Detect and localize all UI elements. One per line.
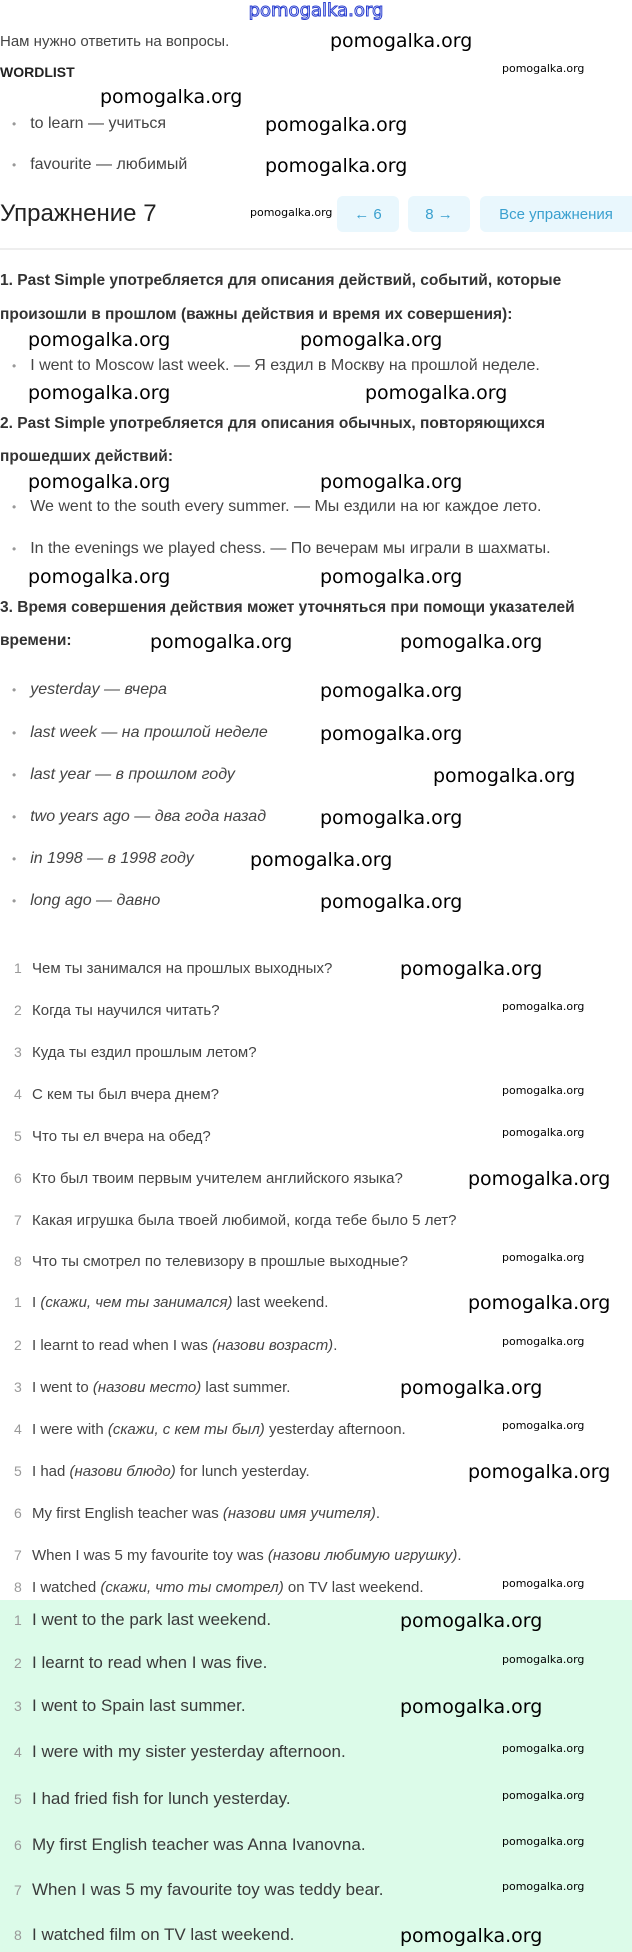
rule-text: произошли в прошлом (важны действия и время их совершения): — [0, 306, 513, 323]
watermark: pomogalka.org — [265, 114, 408, 136]
watermark: pomogalka.org — [320, 471, 463, 493]
watermark: pomogalka.org — [502, 1126, 585, 1139]
watermark: pomogalka.org — [502, 1835, 585, 1848]
wordlist-item — [12, 155, 187, 175]
question-number: 7 — [14, 1212, 22, 1228]
answer-text: I went to Spain last summer. — [32, 1696, 246, 1715]
template-hint: (скажи, с кем ты был) — [107, 1421, 265, 1438]
answer-text: I watched film on TV last weekend. — [32, 1925, 295, 1944]
template-text: I watched — [32, 1579, 101, 1596]
answer-item — [14, 1696, 246, 1716]
watermark: pomogalka.org — [468, 1461, 611, 1483]
template-text: I had — [32, 1463, 70, 1480]
time-marker-text: yesterday — вчера — [30, 681, 167, 698]
watermark: pomogalka.org — [400, 1696, 543, 1718]
bullet-icon: • — [12, 359, 17, 373]
answer-number: 5 — [14, 1791, 22, 1807]
time-marker-text: long ago — давно — [30, 892, 161, 909]
header-watermark: pomogalka.org — [248, 0, 384, 21]
template-item — [14, 1377, 290, 1398]
answer-text: My first English teacher was Anna Ivanovna. — [32, 1835, 366, 1854]
template-text: I learnt to read when I was — [32, 1337, 213, 1354]
time-marker-text: last year — в прошлом году — [30, 766, 235, 783]
question-item — [14, 1210, 457, 1231]
template-text: I were with — [32, 1421, 108, 1438]
question-item — [14, 1084, 219, 1105]
question-text: Когда ты научился читать? — [32, 1002, 220, 1019]
answer-number: 7 — [14, 1882, 22, 1898]
watermark: pomogalka.org — [320, 807, 463, 829]
answer-item — [14, 1742, 346, 1762]
template-number: 3 — [14, 1379, 22, 1395]
rule-text: Past Simple употребляется для описания обычных, повторяющихся — [17, 415, 546, 432]
question-text: Что ты смотрел по телевизору в прошлые выходные? — [32, 1253, 408, 1270]
question-text: Чем ты занимался на прошлых выходных? — [32, 960, 333, 977]
divider — [0, 248, 632, 250]
template-item — [14, 1577, 424, 1598]
question-number: 8 — [14, 1253, 22, 1269]
template-text: I — [32, 1294, 41, 1311]
template-item — [14, 1503, 380, 1524]
watermark: pomogalka.org — [502, 1880, 585, 1893]
answer-item — [14, 1610, 271, 1630]
example-text: In the evenings we played chess. — По вечерам мы играли в шахматы. — [30, 540, 551, 557]
template-hint: (скажи, чем ты занимался) — [40, 1294, 233, 1311]
example-text: We went to the south every summer. — Мы ездили на юг каждое лето. — [30, 498, 542, 515]
bullet-icon: • — [12, 810, 17, 824]
question-item — [14, 1000, 220, 1021]
rule-3 — [0, 598, 575, 618]
answer-item — [14, 1880, 384, 1900]
question-text: Куда ты ездил прошлым летом? — [32, 1044, 257, 1061]
question-number: 3 — [14, 1044, 22, 1060]
template-text: on TV last weekend. — [283, 1579, 424, 1596]
watermark: pomogalka.org — [365, 382, 508, 404]
time-marker-item — [12, 891, 160, 911]
watermark: pomogalka.org — [400, 1925, 543, 1947]
template-item — [14, 1419, 406, 1440]
watermark: pomogalka.org — [28, 329, 171, 351]
template-number: 1 — [14, 1294, 22, 1310]
rule-number: 2. — [0, 415, 13, 432]
watermark: pomogalka.org — [250, 206, 333, 219]
watermark: pomogalka.org — [502, 1789, 585, 1802]
answer-text: I had fried fish for lunch yesterday. — [32, 1789, 291, 1808]
watermark: pomogalka.org — [468, 1168, 611, 1190]
watermark: pomogalka.org — [502, 62, 585, 75]
question-text: Какая игрушка была твоей любимой, когда тебе было 5 лет? — [32, 1212, 457, 1229]
watermark: pomogalka.org — [502, 1577, 585, 1590]
rule-text: Past Simple употребляется для описания действий, событий, которые — [17, 272, 562, 289]
template-hint: (назови имя учителя) — [222, 1505, 376, 1522]
answer-number: 1 — [14, 1612, 22, 1628]
watermark: pomogalka.org — [330, 30, 473, 52]
template-number: 5 — [14, 1463, 22, 1479]
example-item — [12, 497, 541, 517]
template-text: yesterday afternoon. — [264, 1421, 406, 1438]
template-text: last summer. — [201, 1379, 291, 1396]
time-marker-item — [12, 765, 235, 785]
answer-number: 3 — [14, 1698, 22, 1714]
rule-1 — [0, 271, 561, 291]
time-marker-item — [12, 723, 268, 743]
question-item — [14, 958, 332, 979]
bullet-icon: • — [12, 894, 17, 908]
answer-number: 2 — [14, 1655, 22, 1671]
template-item — [14, 1335, 337, 1356]
rule-text: прошедших действий: — [0, 448, 173, 465]
question-text: Что ты ел вчера на обед? — [32, 1128, 211, 1145]
answer-text: When I was 5 my favourite toy was teddy bear. — [32, 1880, 384, 1899]
question-text: Кто был твоим первым учителем английского языка? — [32, 1170, 403, 1187]
template-hint: (назови место) — [92, 1379, 202, 1396]
bullet-icon: • — [12, 158, 17, 172]
template-hint: (назови блюдо) — [69, 1463, 176, 1480]
question-number: 5 — [14, 1128, 22, 1144]
watermark: pomogalka.org — [320, 566, 463, 588]
watermark: pomogalka.org — [28, 471, 171, 493]
watermark: pomogalka.org — [320, 680, 463, 702]
time-marker-text: last week — на прошлой неделе — [30, 724, 268, 741]
watermark: pomogalka.org — [400, 1377, 543, 1399]
watermark: pomogalka.org — [502, 1335, 585, 1348]
template-hint: (назови возраст) — [212, 1337, 334, 1354]
question-item — [14, 1042, 257, 1063]
next-exercise-button[interactable]: 8 → — [408, 196, 470, 232]
watermark: pomogalka.org — [320, 723, 463, 745]
watermark: pomogalka.org — [433, 765, 576, 787]
rule-number: 3. — [0, 599, 13, 616]
question-item — [14, 1168, 403, 1189]
watermark: pomogalka.org — [250, 849, 393, 871]
answer-number: 4 — [14, 1744, 22, 1760]
rule-number: 1. — [0, 272, 13, 289]
answer-text: I went to the park last weekend. — [32, 1610, 272, 1629]
prev-exercise-button[interactable]: ← 6 — [337, 196, 399, 232]
watermark: pomogalka.org — [100, 86, 243, 108]
watermark: pomogalka.org — [502, 1000, 585, 1013]
question-number: 4 — [14, 1086, 22, 1102]
watermark: pomogalka.org — [502, 1653, 585, 1666]
answer-number: 6 — [14, 1837, 22, 1853]
template-item — [14, 1545, 462, 1566]
template-number: 7 — [14, 1547, 22, 1563]
bullet-icon: • — [12, 768, 17, 782]
watermark: pomogalka.org — [502, 1419, 585, 1432]
rule-text: времени: — [0, 632, 72, 649]
watermark: pomogalka.org — [502, 1742, 585, 1755]
template-text: . — [457, 1547, 462, 1564]
time-marker-text: two years ago — два года назад — [30, 808, 267, 825]
watermark: pomogalka.org — [502, 1084, 585, 1097]
wordlist-text: favourite — любимый — [30, 156, 188, 173]
time-marker-text: in 1998 — в 1998 году — [30, 850, 194, 867]
time-marker-item — [12, 807, 266, 827]
wordlist-text: to learn — учиться — [30, 115, 167, 132]
watermark: pomogalka.org — [28, 566, 171, 588]
watermark: pomogalka.org — [300, 329, 443, 351]
wordlist-item — [12, 114, 166, 134]
template-text: . — [375, 1505, 381, 1522]
answer-item — [14, 1653, 267, 1673]
watermark: pomogalka.org — [400, 958, 543, 980]
template-text: My first English teacher was — [32, 1505, 223, 1522]
watermark: pomogalka.org — [502, 1251, 585, 1264]
answer-item — [14, 1789, 291, 1809]
bullet-icon: • — [12, 542, 17, 556]
watermark: pomogalka.org — [320, 891, 463, 913]
question-number: 6 — [14, 1170, 22, 1186]
watermark: pomogalka.org — [265, 155, 408, 177]
time-marker-item — [12, 849, 194, 869]
bullet-icon: • — [12, 500, 17, 514]
example-text: I went to Moscow last week. — Я ездил в Москву на прошлой неделе. — [30, 357, 540, 374]
time-marker-item — [12, 680, 167, 700]
template-number: 6 — [14, 1505, 22, 1521]
example-item — [12, 356, 540, 376]
template-text: for lunch yesterday. — [175, 1463, 310, 1480]
answer-number: 8 — [14, 1927, 22, 1943]
bullet-icon: • — [12, 726, 17, 740]
bullet-icon: • — [12, 117, 17, 131]
template-hint: (назови любимую игрушку) — [267, 1547, 458, 1564]
question-number: 2 — [14, 1002, 22, 1018]
template-text: When I was 5 my favourite toy was — [32, 1547, 268, 1564]
template-hint: (скажи, что ты смотрел) — [100, 1579, 284, 1596]
template-text: . — [333, 1337, 338, 1354]
template-item — [14, 1461, 310, 1482]
template-number: 4 — [14, 1421, 22, 1437]
exercise-title: Упражнение 7 — [0, 200, 157, 227]
rule-text: Время совершения действия может уточняться при помощи указателей — [17, 599, 575, 616]
bullet-icon: • — [12, 852, 17, 866]
question-item — [14, 1251, 408, 1272]
watermark: pomogalka.org — [468, 1292, 611, 1314]
wordlist-title: WORDLIST — [0, 64, 75, 80]
template-number: 8 — [14, 1579, 22, 1595]
rule-2 — [0, 414, 545, 434]
question-number: 1 — [14, 960, 22, 976]
question-item — [14, 1126, 211, 1147]
template-item — [14, 1292, 328, 1313]
example-item — [12, 539, 551, 559]
template-text: last weekend. — [232, 1294, 329, 1311]
answer-text: I were with my sister yesterday afternoon. — [32, 1742, 346, 1761]
template-number: 2 — [14, 1337, 22, 1353]
watermark: pomogalka.org — [400, 1610, 543, 1632]
intro-text: Нам нужно ответить на вопросы. — [0, 33, 230, 50]
watermark: pomogalka.org — [28, 382, 171, 404]
template-text: I went to — [32, 1379, 93, 1396]
answer-item — [14, 1925, 294, 1945]
answer-item — [14, 1835, 366, 1855]
bullet-icon: • — [12, 683, 17, 697]
watermark: pomogalka.org — [400, 631, 543, 653]
all-exercises-button[interactable]: Все упражнения — [480, 196, 632, 232]
answer-text: I learnt to read when I was five. — [32, 1653, 268, 1672]
watermark: pomogalka.org — [150, 631, 293, 653]
question-text: С кем ты был вчера днем? — [32, 1086, 220, 1103]
